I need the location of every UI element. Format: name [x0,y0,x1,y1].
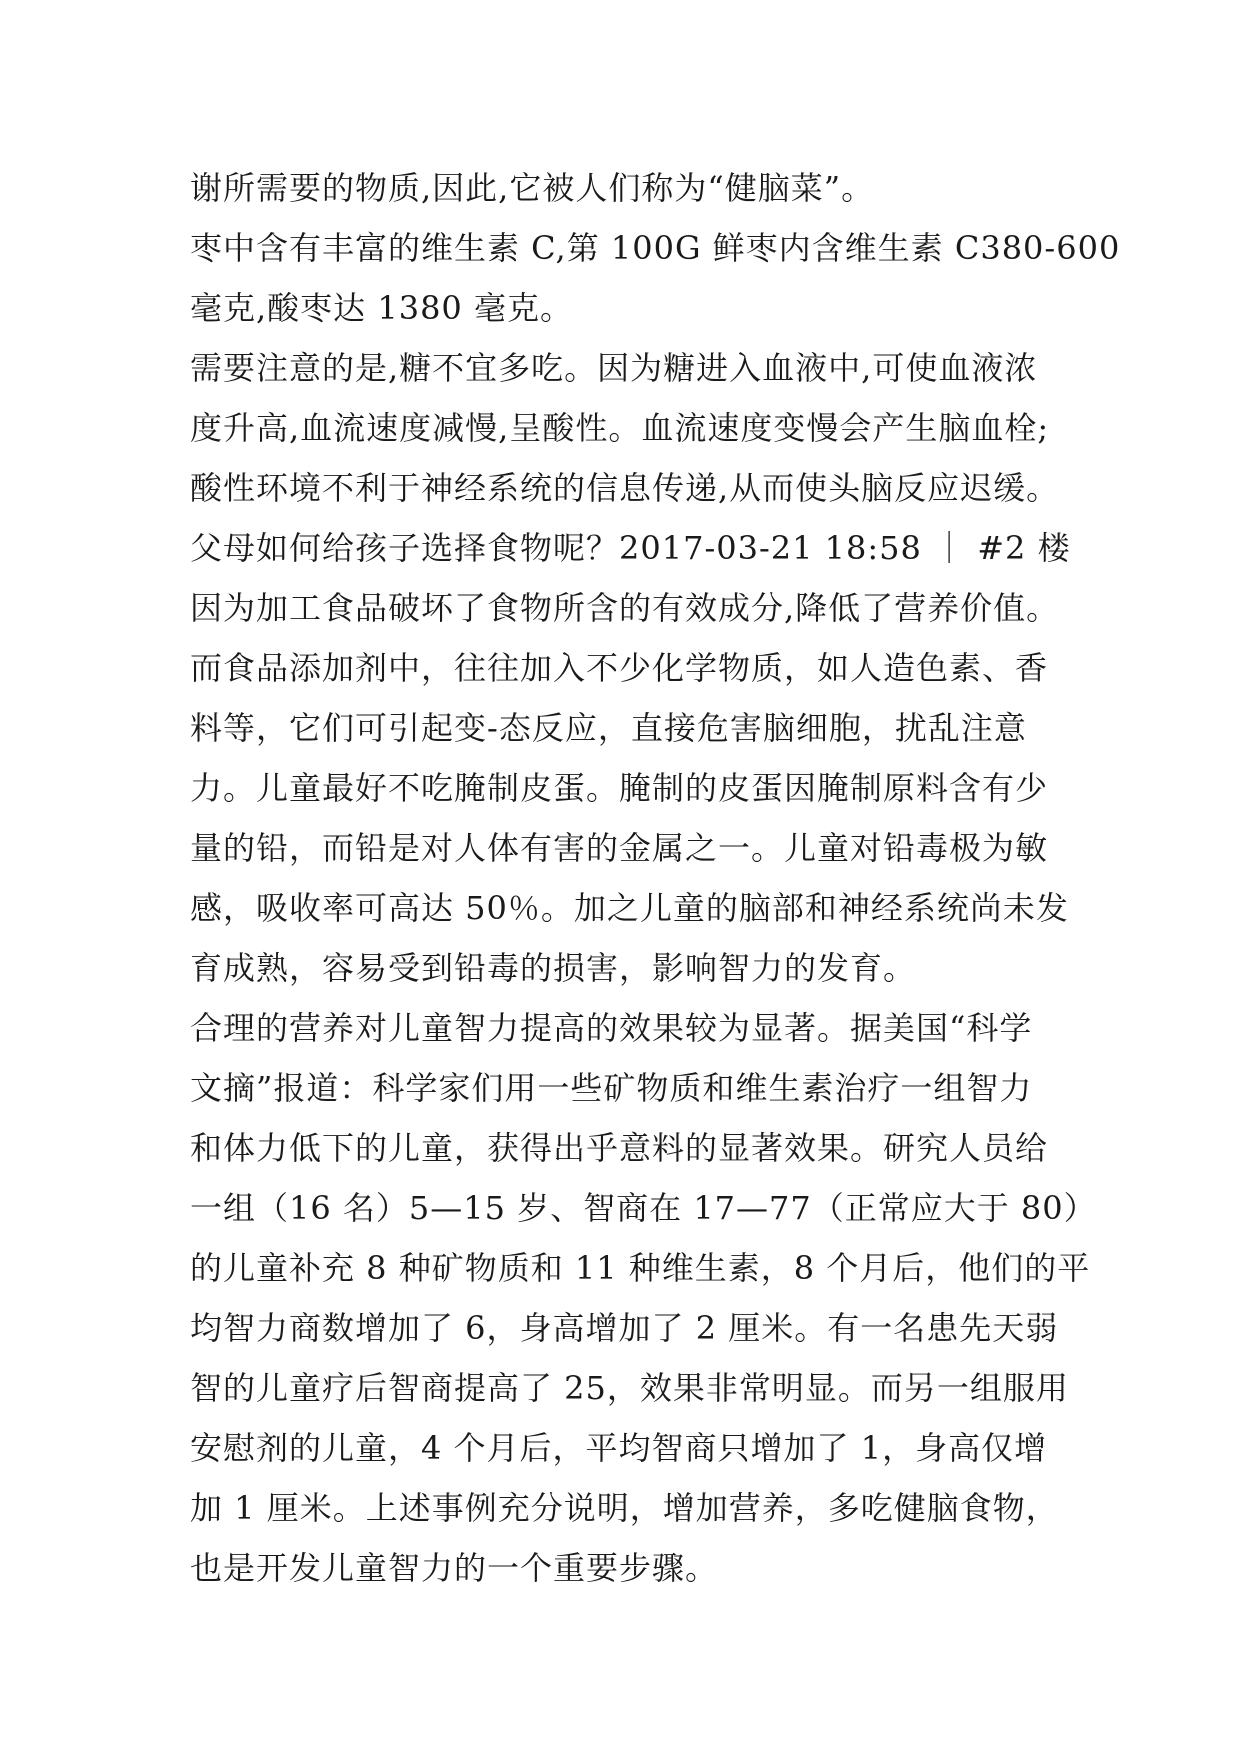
text-line: 谢所需要的物质,因此,它被人们称为“健脑菜”。 [190,169,875,207]
text-line: 枣中含有丰富的维生素 C,第 100G 鲜枣内含维生素 C380-600 [190,229,1121,267]
text-line: 父母如何给孩子选择食物呢？2017-03-21 18:58 ｜ #2 楼 [190,529,1071,567]
document-body [190,158,1121,1598]
text-line: 因为加工食品破坏了食物所含的有效成分,降低了营养价值。 [190,589,1060,627]
text-line: 量的铅，而铅是对人体有害的金属之一。儿童对铅毒极为敏 [190,829,1049,867]
text-line: 一组（16 名）5—15 岁、智商在 17—77（正常应大于 80） [190,1189,1097,1227]
text-line: 合理的营养对儿童智力提高的效果较为显著。据美国“科学 [190,1009,1033,1047]
text-line: 需要注意的是,糖不宜多吃。因为糖进入血液中,可使血液浓 [190,349,1038,387]
text-line: 也是开发儿童智力的一个重要步骤。 [190,1549,719,1587]
text-line: 文摘”报道：科学家们用一些矿物质和维生素治疗一组智力 [190,1069,1033,1107]
text-line: 料等，它们可引起变-态反应，直接危害脑细胞，扰乱注意 [190,709,1027,747]
text-line: 的儿童补充 8 种矿物质和 11 种维生素，8 个月后，他们的平 [190,1249,1091,1287]
text-line: 和体力低下的儿童，获得出乎意料的显著效果。研究人员给 [190,1129,1049,1167]
text-line: 毫克,酸枣达 1380 毫克。 [190,289,573,327]
text-line: 而食品添加剂中，往往加入不少化学物质，如人造色素、香 [190,649,1049,687]
text-line: 力。儿童最好不吃腌制皮蛋。腌制的皮蛋因腌制原料含有少 [190,769,1049,807]
text-line: 感，吸收率可高达 50％。加之儿童的脑部和神经系统尚未发 [190,889,1069,927]
text-line: 智的儿童疗后智商提高了 25，效果非常明显。而另一组服用 [190,1369,1069,1407]
text-line: 均智力商数增加了 6，身高增加了 2 厘米。有一名患先天弱 [190,1309,1059,1347]
text-line: 安慰剂的儿童，4 个月后，平均智商只增加了 1，身高仅增 [190,1429,1048,1467]
text-line: 酸性环境不利于神经系统的信息传递,从而使头脑反应迟缓。 [190,469,1060,507]
text-line: 加 1 厘米。上述事例充分说明，增加营养，多吃健脑食物， [190,1489,1059,1527]
text-line: 度升高,血流速度减慢,呈酸性。血流速度变慢会产生脑血栓; [190,409,1050,447]
text-line: 育成熟，容易受到铅毒的损害，影响智力的发育。 [190,949,917,987]
